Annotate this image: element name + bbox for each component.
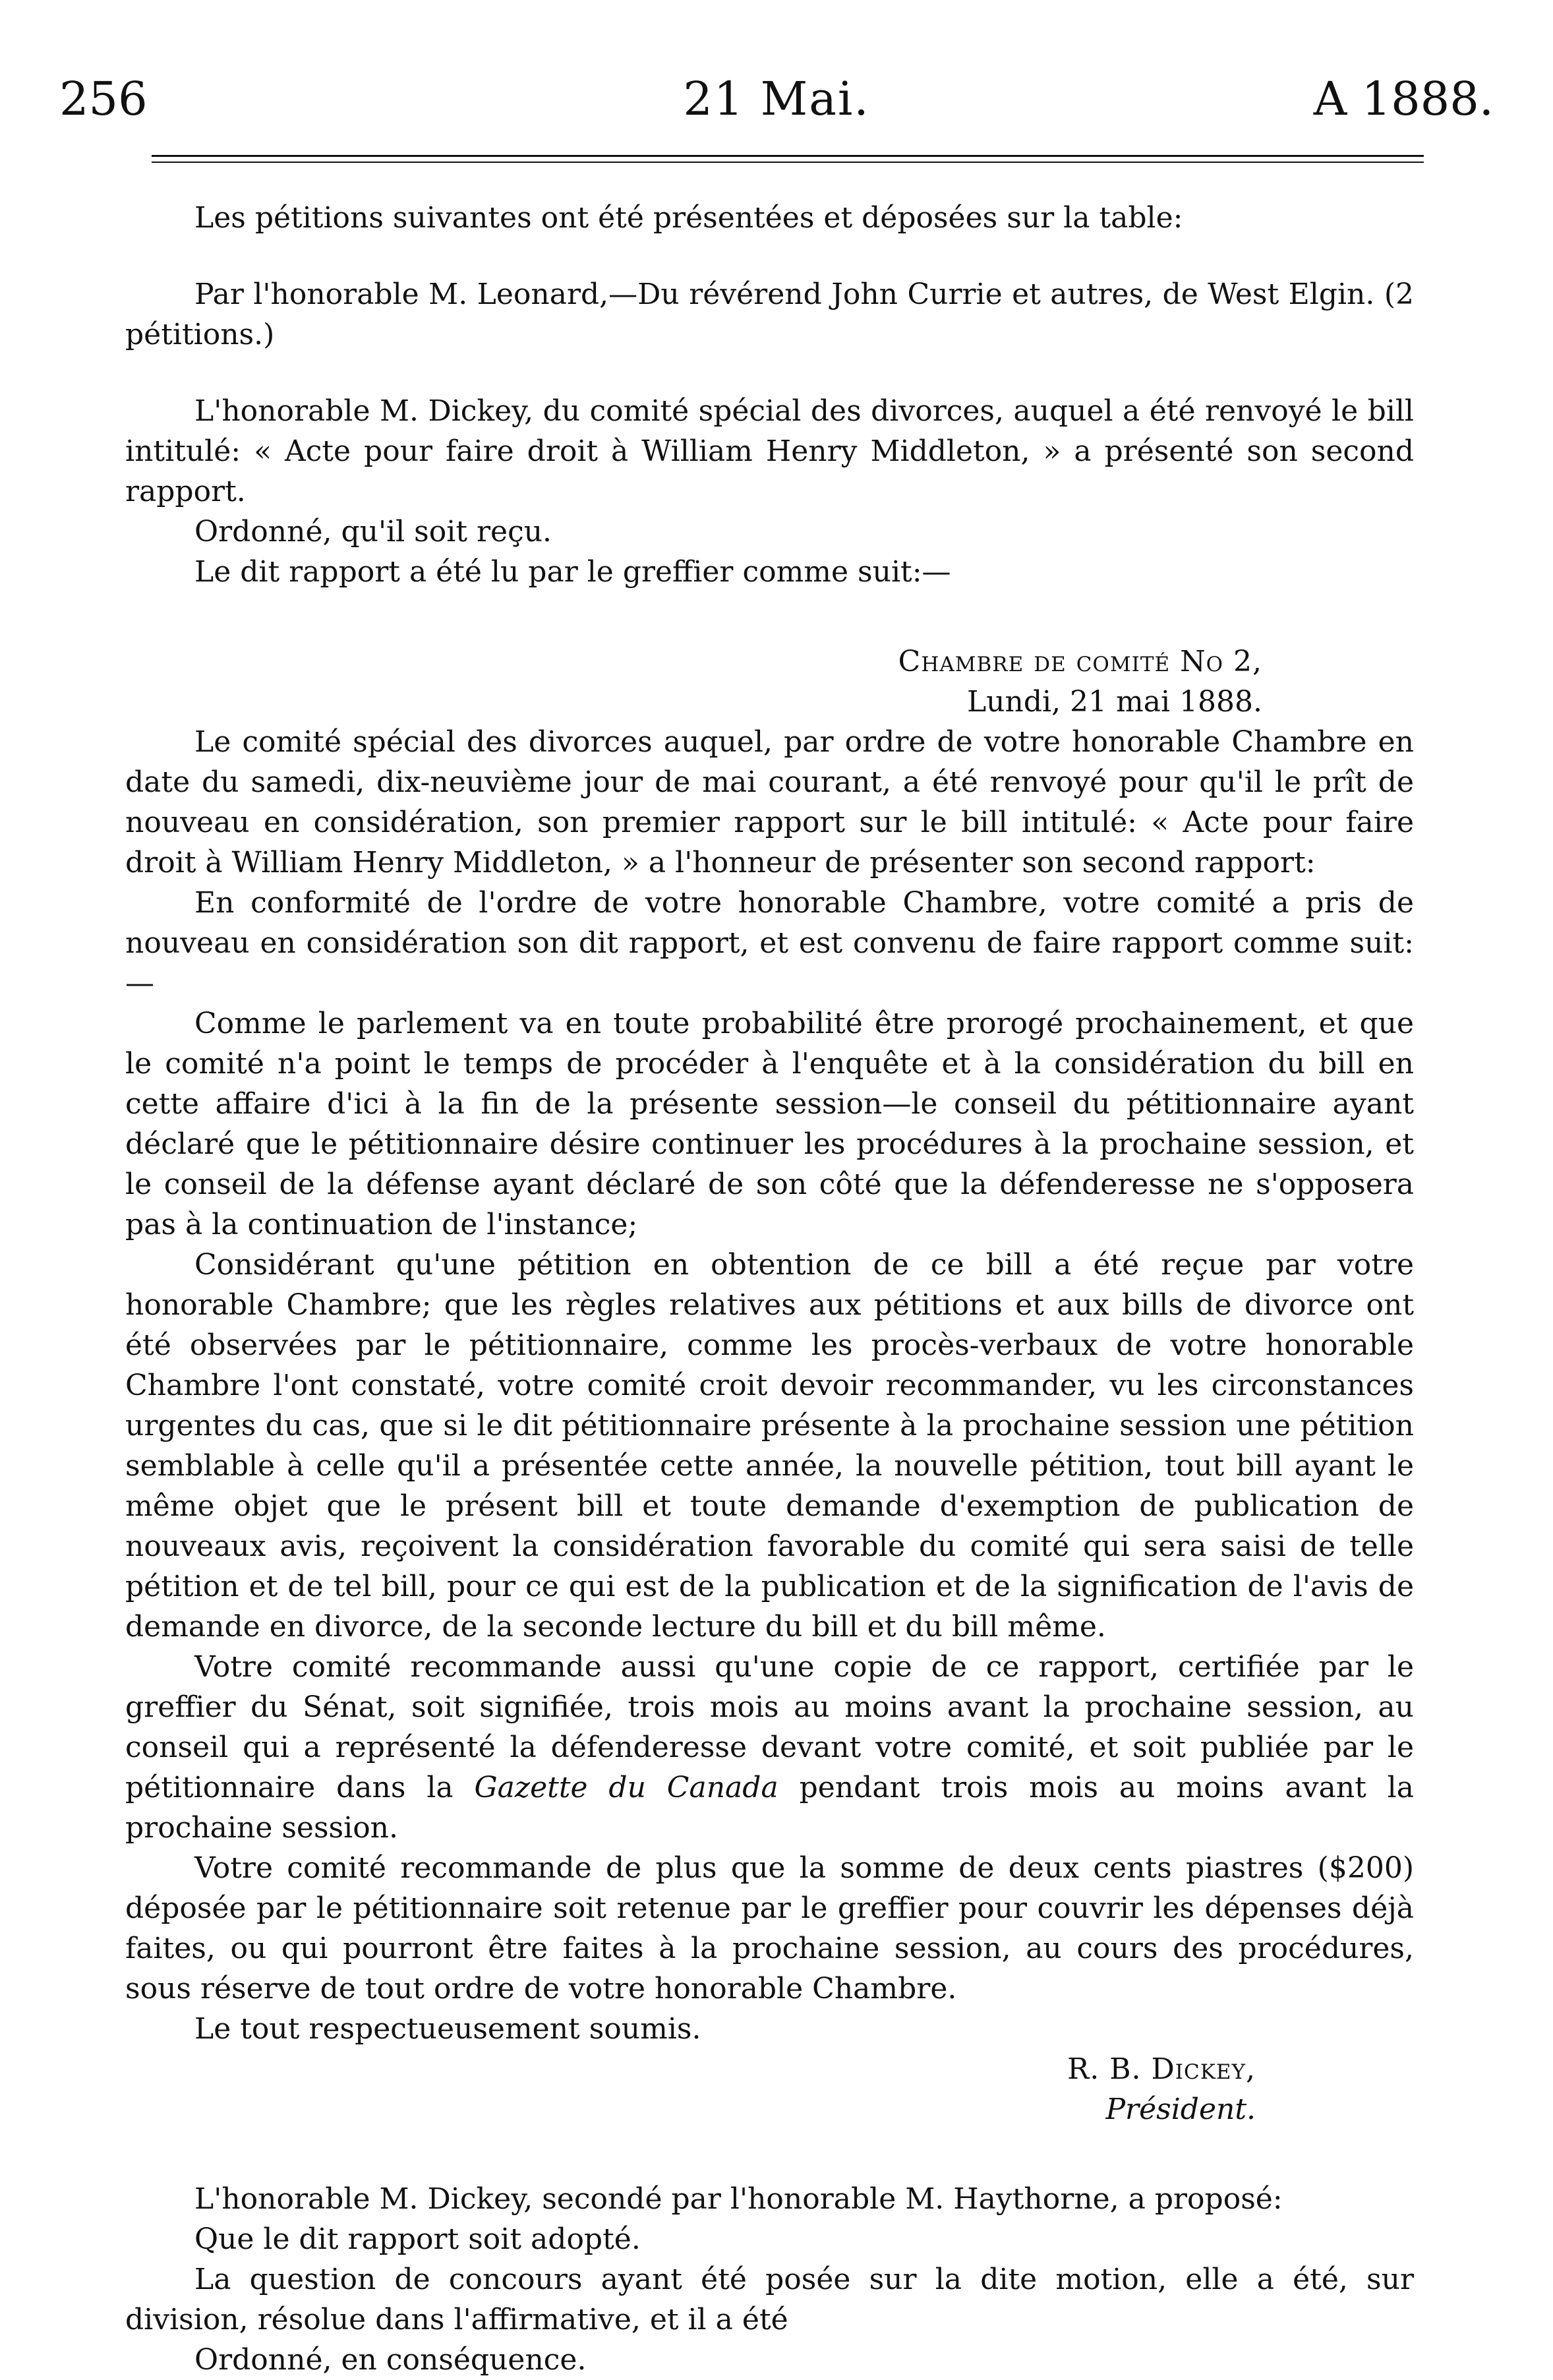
page-header bbox=[59, 63, 1494, 135]
ordered-paragraph: Ordonné, qu'il soit reçu. bbox=[194, 515, 552, 549]
page-body bbox=[125, 198, 1414, 2380]
intro-paragraph: Les pétitions suivantes ont été présentées et déposées sur la table: bbox=[194, 201, 1183, 235]
report-paragraph-5-start: Votre comité recommande aussi qu'une copie de ce rapport, certifiée par le greffier du Sénat, soit signifiée, trois mois au moins avant la prochaine session, au conseil qui a représenté la défenderesse devant votre comité, et soit publiée par le pétitionnaire dans la bbox=[125, 1650, 1414, 1804]
report-paragraph-6: Votre comité recommande de plus que la somme de deux cents piastres ($200) déposée par le pétitionnaire soit retenue par le greffier pour couvrir les dépenses déjà faites, ou qui pourront être faites à la prochaine session, au cours des procédures, sous réserve de tout ordre de votre honorable Chambre. bbox=[125, 1851, 1414, 2006]
final-paragraph: Ordonné, en conséquence. bbox=[194, 2343, 587, 2377]
signature-title: Président. bbox=[1105, 2093, 1256, 2126]
result-paragraph: La question de concours ayant été posée sur la dite motion, elle a été, sur division, résolue dans l'affirmative, et il a été bbox=[125, 2263, 1414, 2336]
read-paragraph: Le dit rapport a été lu par le greffier comme suit:— bbox=[194, 555, 951, 589]
motion-text: Que le dit rapport soit adopté. bbox=[194, 2222, 641, 2256]
header-rule bbox=[152, 155, 1424, 157]
report-room: Chambre de comité No 2, bbox=[898, 645, 1262, 678]
petition-paragraph: Par l'honorable M. Leonard,—Du révérend John Currie et autres, de West Elgin. (2 pétitions.) bbox=[125, 278, 1414, 351]
report-paragraph-5-end: pendant trois mois au moins avant la prochaine session. bbox=[125, 1771, 1414, 1845]
gazette-title: Gazette du Canada bbox=[474, 1771, 778, 1804]
header-date: 21 Mai. bbox=[683, 72, 870, 126]
report-paragraph-5 bbox=[125, 1647, 1414, 1848]
signature: R. B. Dickey, bbox=[1067, 2052, 1256, 2086]
report-paragraph-7: Le tout respectueusement soumis. bbox=[194, 2012, 701, 2046]
report-paragraph-2: En conformité de l'ordre de votre honorable Chambre, votre comité a pris de nouveau en considération son dit rapport, et est convenu de faire rapport comme suit:— bbox=[125, 886, 1414, 1000]
motion-paragraph: L'honorable M. Dickey, secondé par l'honorable M. Haythorne, a proposé: bbox=[194, 2182, 1283, 2216]
header-rule-thin bbox=[152, 162, 1424, 163]
header-year: A 1888. bbox=[1313, 72, 1494, 126]
report-date: Lundi, 21 mai 1888. bbox=[966, 685, 1262, 719]
report-paragraph-3: Comme le parlement va en toute probabilité être prorogé prochainement, et que le comité n'a point le temps de procéder à l'enquête et à la considération du bill en cette affaire d'ici à la fin de la présente session—le conseil du pétitionnaire ayant déclaré que le pétitionnaire désire continuer les procédures à la prochaine session, et le conseil de la défense ayant déclaré de son côté que la défenderesse ne s'opposera pas à la continuation de l'instance; bbox=[125, 1007, 1414, 1241]
report-paragraph-4: Considérant qu'une pétition en obtention de ce bill a été reçue par votre honorable Chambre; que les règles relatives aux pétitions et aux bills de divorce ont été observées par le pétitionnaire, comme les procès-verbaux de votre honorable Chambre l'ont constaté, votre comité croit devoir recommander, vu les circonstances urgentes du cas, que si le dit pétitionnaire présente à la prochaine session une pétition semblable à celle qu'il a présentée cette année, la nouvelle pétition, tout bill ayant le même objet que le présent bill et toute demande d'exemption de publication de nouveaux avis, reçoivent la considération favorable du comité qui sera saisi de telle pétition et de tel bill, pour ce qui est de la publication et de la signification de l'avis de demande en divorce, de la seconde lecture du bill et du bill même. bbox=[125, 1248, 1414, 1644]
page-number: 256 bbox=[59, 72, 148, 126]
report-paragraph-1: Le comité spécial des divorces auquel, par ordre de votre honorable Chambre en date du samedi, dix-neuvième jour de mai courant, a été renvoyé pour qu'il le prît de nouveau en considération, son premier rapport sur le bill intitulé: « Acte pour faire droit à William Henry Middleton, » a l'honneur de présenter son second rapport: bbox=[125, 725, 1414, 879]
report-intro-paragraph: L'honorable M. Dickey, du comité spécial des divorces, auquel a été renvoyé le bill intitulé: « Acte pour faire droit à William Henry Middleton, » a présenté son second rapport. bbox=[125, 394, 1414, 508]
